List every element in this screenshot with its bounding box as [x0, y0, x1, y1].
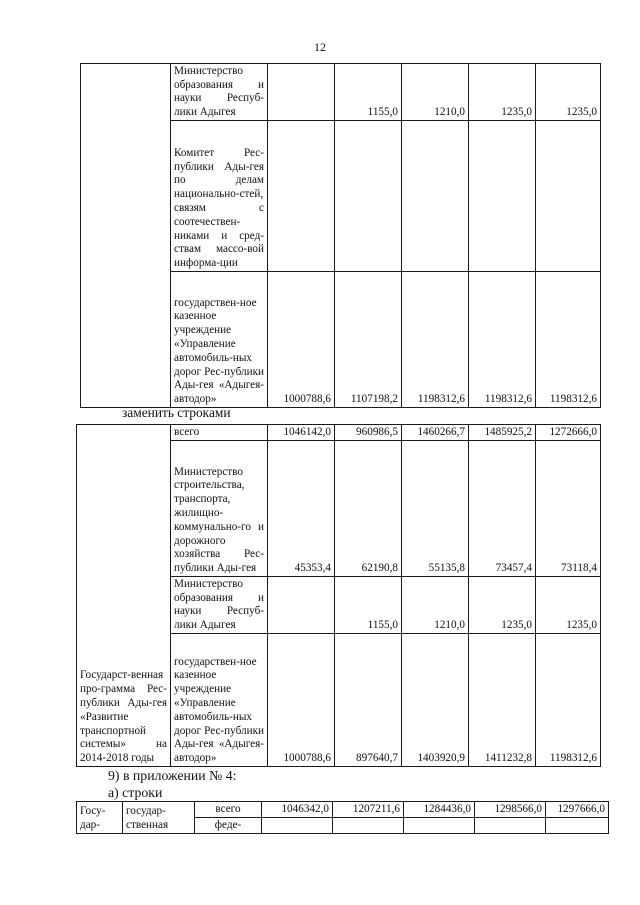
table-cell: 1198312,6	[536, 272, 601, 408]
col1-label: Госу-дар-	[77, 802, 123, 834]
table-cell: 1198312,6	[536, 634, 601, 767]
table-cell: 1272666,0	[536, 425, 601, 441]
row-label: государствен-ное казенное учреждение «Управление автомобиль-ных дорог Рес-публики Ады-гея «Адыгея-автодор»	[171, 634, 268, 767]
table-cell: 73118,4	[536, 441, 601, 577]
row-label: Министерство образования и науки Респуб-лики Адыгея	[171, 64, 268, 121]
table-cell: 1411232,8	[469, 634, 536, 767]
table-cell: 62190,8	[335, 441, 402, 577]
table-cell	[262, 818, 333, 834]
table-cell: 1297666,0	[546, 802, 609, 818]
table-cell: 1207211,6	[333, 802, 404, 818]
page-number: 12	[314, 40, 326, 54]
table-cell	[268, 64, 335, 121]
col2-label: государ-ственная	[123, 802, 195, 834]
table-cell: 1284436,0	[404, 802, 475, 818]
row-label: феде-	[195, 818, 262, 834]
table-cell: 45353,4	[268, 441, 335, 577]
table-cell	[333, 818, 404, 834]
table-cell	[268, 121, 335, 272]
program-cell-empty	[81, 64, 171, 408]
table-row	[81, 64, 601, 121]
table-cell	[335, 121, 402, 272]
table-cell	[404, 818, 475, 834]
table-cell: 1485925,2	[469, 425, 536, 441]
table-cell: 1210,0	[402, 577, 469, 634]
table-cell	[546, 818, 609, 834]
table-cell: 897640,7	[335, 634, 402, 767]
table-cell: 1198312,6	[402, 272, 469, 408]
table-cell: 1046342,0	[262, 802, 333, 818]
table-cell: 1155,0	[335, 64, 402, 121]
table-cell: 1235,0	[536, 577, 601, 634]
table-cell: 1460266,7	[402, 425, 469, 441]
table-cell: 1107198,2	[335, 272, 402, 408]
table-cell: 1235,0	[469, 577, 536, 634]
row-label: всего	[171, 425, 268, 441]
table-cell: 1155,0	[335, 577, 402, 634]
table-cell: 73457,4	[469, 441, 536, 577]
table-cell	[402, 121, 469, 272]
appendix-note: 9) в приложении № 4:	[108, 768, 237, 783]
table-cell: 1298566,0	[475, 802, 546, 818]
program-name: Государст-венная про-грамма Рес-публики Ады-гея «Развитие транспортной системы» на 2014-2018 годы	[77, 425, 171, 767]
row-label: всего	[195, 802, 262, 818]
table-cell: 1198312,6	[469, 272, 536, 408]
row-label: государствен-ное казенное учреждение «Управление автомобиль-ных дорог Рес-публики Ады-гея «Адыгея-автодор»	[171, 272, 268, 408]
table-cell: 1403920,9	[402, 634, 469, 767]
table-row	[77, 802, 609, 818]
row-label: Комитет Рес-публики Ады-гея по делам национально-стей, связям с соотечествен-никами и сред-ствам массо-вой информа-ции	[171, 121, 268, 272]
table-cell: 1000788,6	[268, 634, 335, 767]
table-cell: 960986,5	[335, 425, 402, 441]
table-cell: 55135,8	[402, 441, 469, 577]
table-cell	[475, 818, 546, 834]
table-row	[77, 425, 601, 441]
table-cell: 1046142,0	[268, 425, 335, 441]
replace-note: заменить строками	[122, 405, 231, 420]
table-cell: 1000788,6	[268, 272, 335, 408]
table-cell	[268, 577, 335, 634]
table-cell: 1210,0	[402, 64, 469, 121]
table-cell: 1235,0	[536, 64, 601, 121]
table-cell	[536, 121, 601, 272]
appendix-table	[76, 801, 609, 834]
budget-table-replacement	[76, 424, 601, 767]
row-label: Министерство образования и науки Респуб-лики Адыгея	[171, 577, 268, 634]
sub-note: а) строки	[108, 785, 163, 800]
budget-table-continued	[80, 63, 601, 408]
table-cell: 1235,0	[469, 64, 536, 121]
table-cell	[469, 121, 536, 272]
row-label: Министерство строительства, транспорта, жилищно-коммунально-го и дорожного хозяйства Рес-публики Ады-гея	[171, 441, 268, 577]
